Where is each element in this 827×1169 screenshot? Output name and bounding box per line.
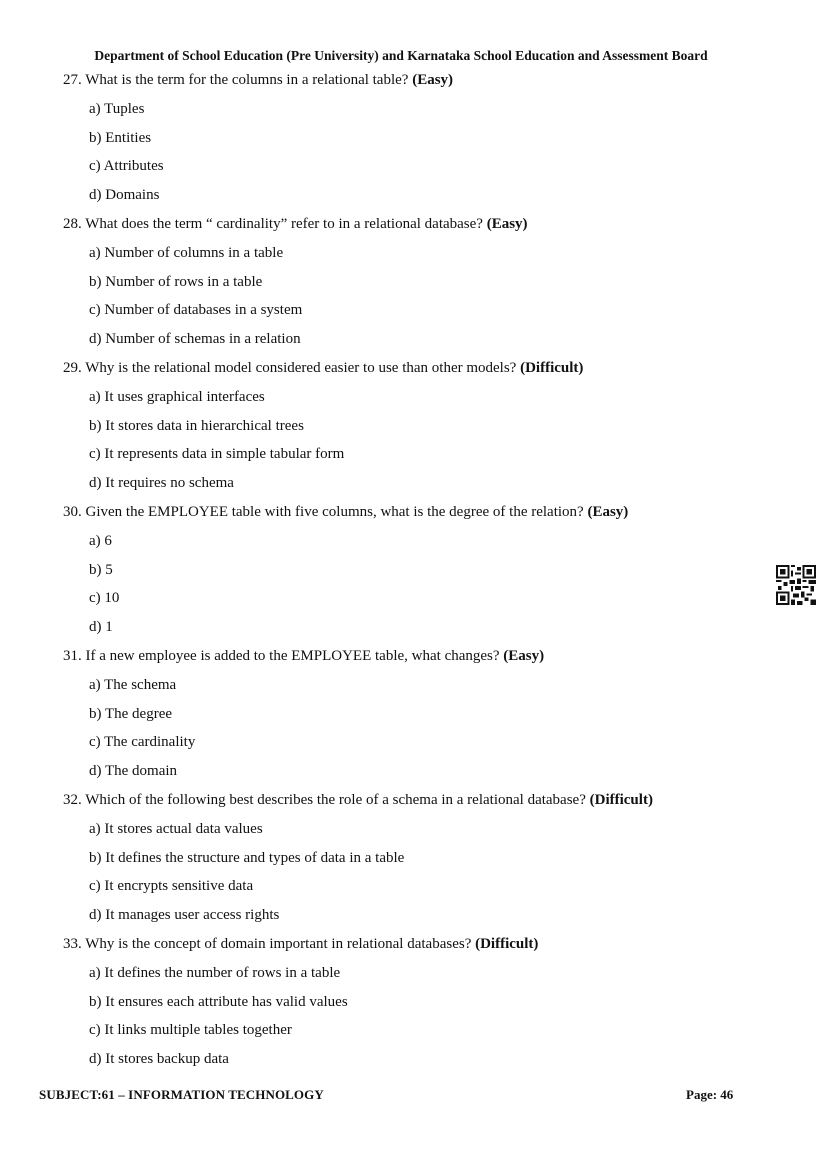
difficulty-label: (Easy) [503,647,545,664]
option-b: b) It defines the structure and types of data in a table [89,849,405,866]
difficulty-label: (Difficult) [475,935,539,952]
question-text: 30. Given the EMPLOYEE table with five columns, what is the degree of the relation? (Easy) [63,503,629,520]
question-list [63,66,763,1074]
question-block [63,786,763,930]
option-a: a) Tuples [89,100,145,117]
option-c: c) It represents data in simple tabular form [89,446,345,463]
option-b: b) Entities [89,129,152,146]
footer-subject: SUBJECT:61 – INFORMATION TECHNOLOGY [39,1087,324,1102]
option-a: a) It stores actual data values [89,820,263,837]
question-block [63,210,763,354]
option-c: c) 10 [89,590,120,607]
question-text: 28. What does the term “ cardinality” refer to in a relational database? (Easy) [63,215,528,232]
difficulty-label: (Easy) [587,503,629,520]
option-b: b) It stores data in hierarchical trees [89,417,304,434]
difficulty-label: (Easy) [412,72,454,88]
option-a: a) It defines the number of rows in a table [89,964,341,981]
difficulty-label: (Difficult) [589,791,653,808]
option-d: d) It requires no schema [89,475,234,492]
option-c: c) The cardinality [89,734,196,751]
question-block [63,354,763,498]
question-block [63,66,763,210]
option-c: c) Attributes [89,158,164,175]
question-block [63,498,763,642]
option-c: c) It encrypts sensitive data [89,878,254,895]
option-b: b) 5 [89,561,113,578]
option-a: a) Number of columns in a table [89,244,284,261]
question-text: 31. If a new employee is added to the EMPLOYEE table, what changes? (Easy) [63,647,545,664]
option-d: d) 1 [89,619,113,636]
question-text: 27. What is the term for the columns in a relational table? (Easy) [63,72,454,88]
option-a: a) The schema [89,676,177,693]
option-d: d) The domain [89,763,178,780]
option-d: d) Domains [89,187,160,204]
option-b: b) Number of rows in a table [89,273,263,290]
question-text: 29. Why is the relational model considered easier to use than other models? (Difficult) [63,359,584,376]
footer-page-number: Page: 46 [686,1087,734,1102]
qr-code-icon [776,565,816,605]
option-d: d) It manages user access rights [89,907,280,924]
option-d: d) It stores backup data [89,1051,229,1068]
option-b: b) The degree [89,705,173,722]
question-block [63,642,763,786]
option-d: d) Number of schemas in a relation [89,331,301,348]
difficulty-label: (Difficult) [520,359,584,376]
option-c: c) It links multiple tables together [89,1022,292,1039]
difficulty-label: (Easy) [486,215,528,232]
option-a: a) 6 [89,532,112,549]
question-text: 33. Why is the concept of domain important in relational databases? (Difficult) [63,935,539,952]
option-b: b) It ensures each attribute has valid values [89,993,348,1010]
page-header: Department of School Education (Pre University) and Karnataka School Education and Assessment Board [94,48,708,63]
option-c: c) Number of databases in a system [89,302,303,319]
option-a: a) It uses graphical interfaces [89,388,265,405]
question-block [63,930,763,1074]
question-text: 32. Which of the following best describes the role of a schema in a relational database? (Difficult) [63,791,653,808]
